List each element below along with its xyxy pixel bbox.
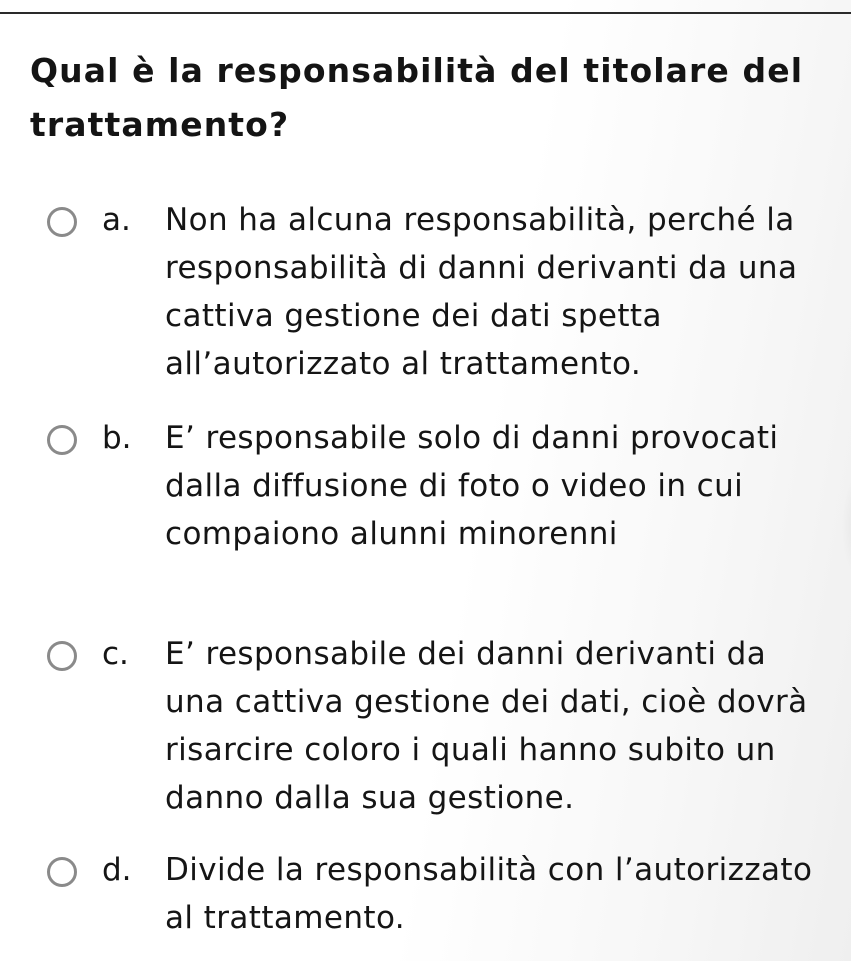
radio-button-c[interactable] xyxy=(47,641,77,671)
radio-button-a[interactable] xyxy=(47,207,77,237)
top-divider xyxy=(0,12,851,14)
option-letter-c: c. xyxy=(102,636,129,672)
option-text-d[interactable]: Divide la responsabilità con l’autorizzato al trattamento. xyxy=(165,852,813,936)
option-text-a[interactable]: Non ha alcuna responsabilità, perché la responsabilità di danni derivanti da una cattiva gestione dei dati spetta all’autorizzato al trattamento. xyxy=(165,202,798,382)
option-letter-b: b. xyxy=(102,420,132,456)
question-text: Qual è la responsabilità del titolare del trattamento? xyxy=(30,51,804,144)
radio-button-d[interactable] xyxy=(47,857,77,887)
option-letter-a: a. xyxy=(102,202,131,238)
radio-button-b[interactable] xyxy=(47,425,77,455)
option-text-c[interactable]: E’ responsabile dei danni derivanti da una cattiva gestione dei dati, cioè dovrà risarcire coloro i quali hanno subito un danno dalla sua gestione. xyxy=(165,636,808,816)
option-letter-d: d. xyxy=(102,852,132,888)
page-edge-shadow xyxy=(841,470,851,580)
option-text-b[interactable]: E’ responsabile solo di danni provocati dalla diffusione di foto o video in cui compaiono alunni minorenni xyxy=(165,420,779,552)
